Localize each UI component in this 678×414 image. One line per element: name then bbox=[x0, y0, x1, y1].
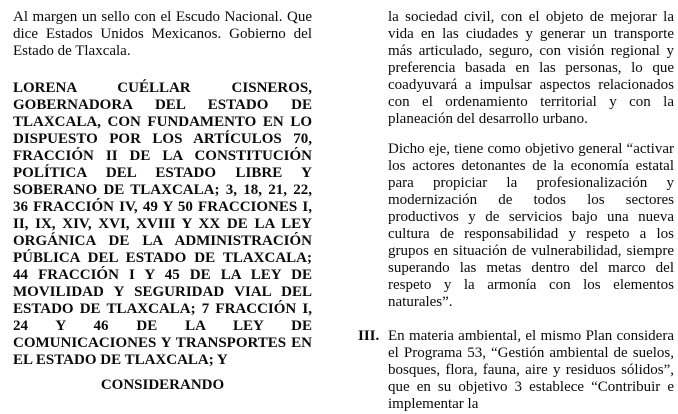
governor-legal-basis-paragraph: LORENA CUÉLLAR CISNEROS, GOBERNADORA DEL ESTADO DE TLAXCALA, CON FUNDAMENTO EN LO DISPUESTO POR LOS ARTÍCULOS 70, FRACCIÓN II DE LA CONSTITUCIÓN POLÍTICA DEL ESTADO LIBRE Y SOBERANO DE TLAXCALA; 3, 18, 21, 22, 36 FRACCIÓN IV, 49 Y 50 FRACCIONES I, II, IX, XIV, XVI, XVIII Y XX DE LA LEY ORGÁNICA DE LA ADMINISTRACIÓN PÚBLICA DEL ESTADO DE TLAXCALA; 44 FRACCIÓN I Y 45 DE LA LEY DE MOVILIDAD Y SEGURIDAD VIAL DEL ESTADO DE TLAXCALA; 7 FRACCIÓN I, 24 Y 46 DE LA LEY DE COMUNICACIONES Y TRANSPORTES EN EL ESTADO DE TLAXCALA; Y bbox=[13, 80, 312, 368]
right-column bbox=[358, 9, 674, 413]
roman-numeral-list-item bbox=[358, 328, 674, 413]
society-transport-paragraph: la sociedad civil, con el objeto de mejorar la vida en las ciudades y generar un transporte más articulado, seguro, con visión regional y preferencia basada en las personas, lo que coadyuvará a impulsar aspectos relacionados con el ordenamiento territorial y con la planeación del desarrollo urbano. bbox=[388, 9, 674, 127]
left-column bbox=[13, 9, 312, 394]
general-objective-paragraph: Dicho eje, tiene como objetivo general “activar los actores detonantes de la economía estatal para propiciar la profesionalización y modernización de todos los sectores productivos y de servicios bajo una nueva cultura de responsabilidad y respeto a los grupos en situación de vulnerabilidad, siempre superando las metas dentro del marco del respeto y la armonía con los elementos naturales”. bbox=[388, 141, 674, 310]
roman-numeral-label: III. bbox=[358, 328, 380, 344]
considerando-heading: CONSIDERANDO bbox=[100, 377, 225, 393]
margin-seal-paragraph: Al margen un sello con el Escudo Nacional. Que dice Estados Unidos Mexicanos. Gobierno del Estado de Tlaxcala. bbox=[13, 9, 312, 59]
environmental-matter-paragraph: En materia ambiental, el mismo Plan considera el Programa 53, “Gestión ambiental de suelos, bosques, flora, fauna, aire y residuos sólidos”, que en su objetivo 3 establece “Contribuir e implementar la bbox=[388, 328, 674, 412]
